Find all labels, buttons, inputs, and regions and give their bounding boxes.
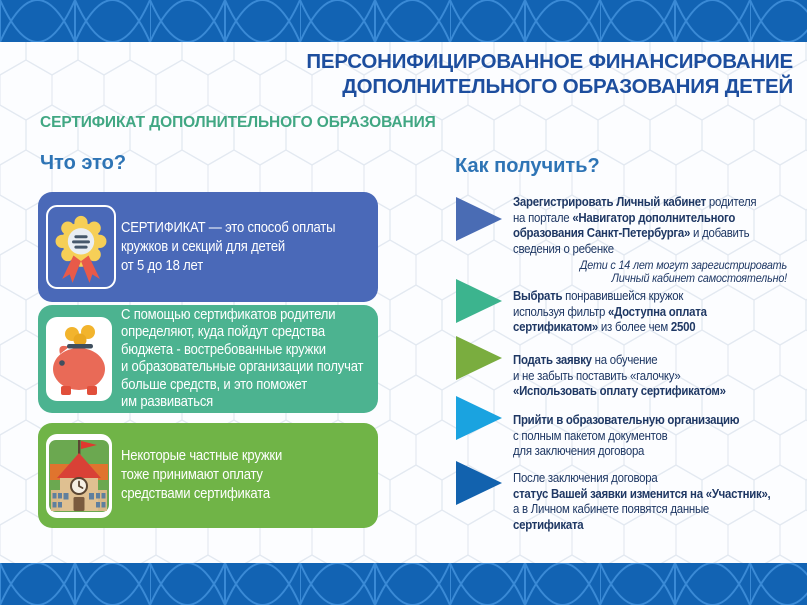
page-title [306, 49, 793, 99]
info-card-piggy-bank [38, 305, 378, 413]
info-card-certificate [38, 192, 378, 302]
step-5-arrow-icon [456, 461, 503, 505]
step-1-arrow-icon [456, 197, 503, 241]
info-card-school [38, 423, 378, 528]
step-4-arrow-icon [456, 396, 503, 440]
section-subtitle: СЕРТИФИКАТ ДОПОЛНИТЕЛЬНОГО ОБРАЗОВАНИЯ [40, 114, 436, 131]
card-text-certificate: СЕРТИФИКАТ — это способ оплаты кружков и секций для детей от 5 до 18 лет [121, 219, 336, 274]
step-5-text: После заключения договора статус Вашей заявки изменится на «Участник», а в Личном кабинете появятся данные сертификата [513, 470, 771, 533]
step-1-note: Дети с 14 лет могут зарегистрировать Личный кабинет самостоятельно! [579, 258, 787, 285]
step-4-text: Прийти в образовательную организацию с полным пакетом документов для заключения договора [513, 412, 740, 459]
school-building-icon [46, 434, 112, 518]
page-title-line-2: ДОПОЛНИТЕЛЬНОГО ОБРАЗОВАНИЯ ДЕТЕЙ [342, 75, 793, 98]
top-banner [0, 0, 807, 42]
step-2-text: Выбрать понравившейся кружок используя фильтр «Доступна оплата сертификатом» из более чем 2500 [513, 288, 707, 335]
page-title-line-1: ПЕРСОНИФИЦИРОВАННОЕ ФИНАНСИРОВАНИЕ [306, 50, 793, 73]
bottom-banner [0, 563, 807, 605]
step-1-text: Зарегистрировать Личный кабинет родителя на портале «Навигатор дополнительного образования Санкт-Петербурга» и добавить сведения о ребенке [513, 194, 757, 257]
step-2-arrow-icon [456, 279, 503, 323]
card-text-piggy-bank: С помощью сертификатов родители определяют, куда пойдут средства бюджета - востребованные кружки и образовательные организации получат больше средств, и это поможет им развиваться [121, 306, 364, 410]
what-heading: Что это? [40, 152, 127, 174]
step-3-text: Подать заявку на обучение и не забыть поставить «галочку» «Использовать оплату сертификатом» [513, 352, 726, 399]
card-text-school: Некоторые частные кружки тоже принимают оплату средствами сертификата [121, 448, 283, 502]
certificate-medal-icon [46, 205, 116, 289]
step-3-arrow-icon [456, 336, 503, 380]
piggy-bank-icon [46, 317, 112, 401]
how-heading: Как получить? [455, 155, 600, 177]
